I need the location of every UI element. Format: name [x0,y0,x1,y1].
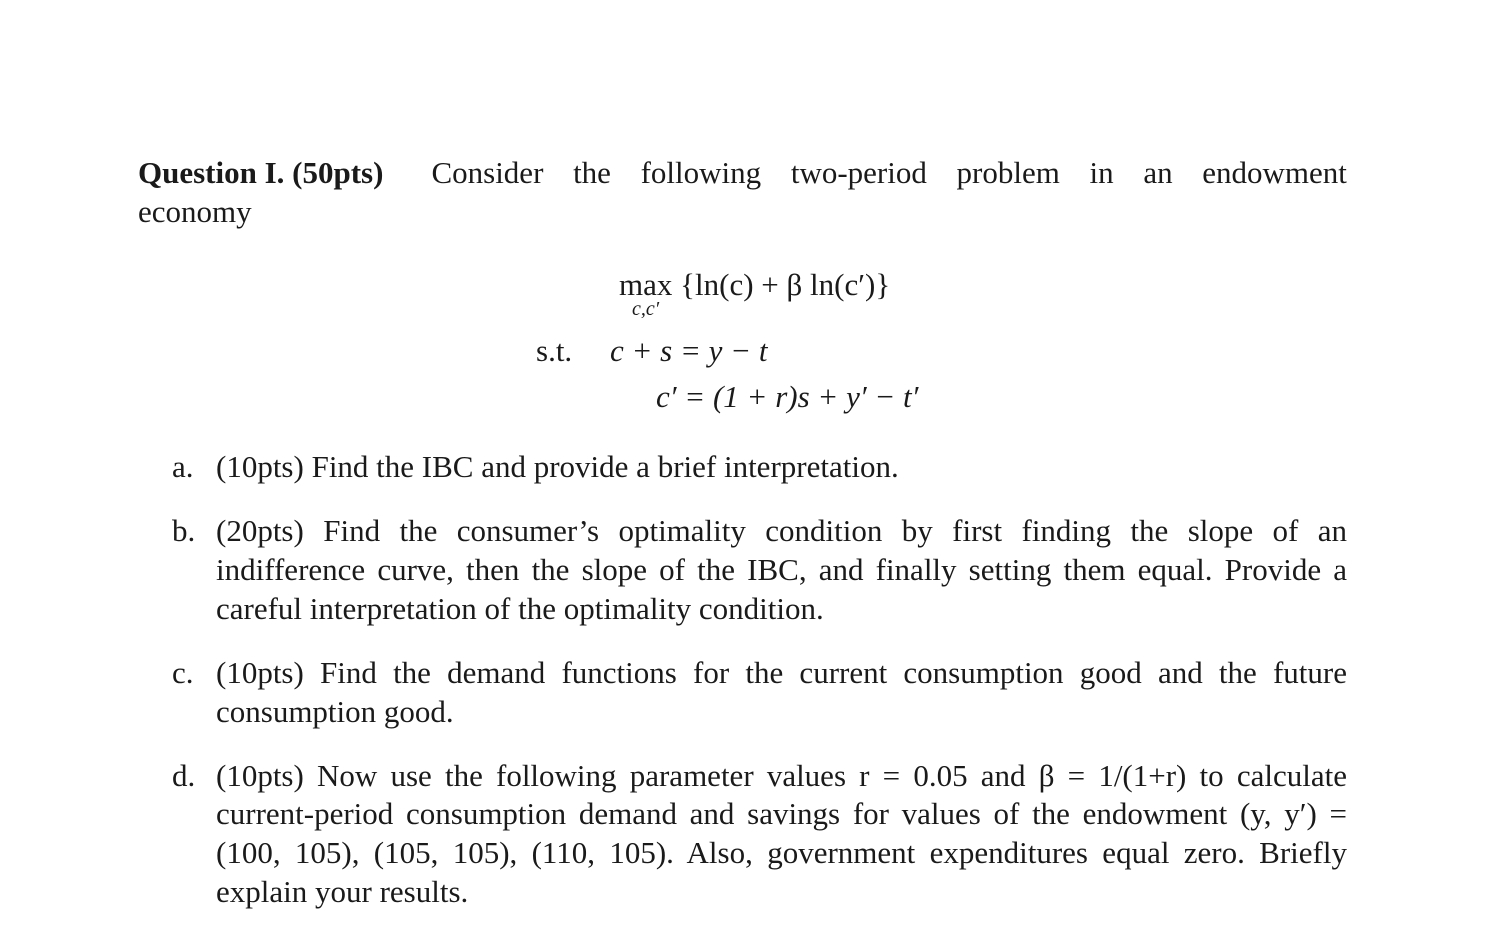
question-intro [431,154,1347,192]
list-item [172,448,1347,487]
intro-word: problem [956,155,1060,190]
intro-word: Consider [431,155,544,190]
question-items [172,448,1347,937]
item-text: (10pts) Find the demand functions for the current consumption good and the future consumption good. [216,654,1347,729]
intro-word: following [640,155,762,190]
intro-word: endowment [1202,155,1347,190]
question-intro-end: economy [138,194,252,229]
item-label: b. [172,513,196,549]
list-item [172,757,1347,912]
intro-word: an [1143,155,1173,190]
intro-word: in [1089,155,1114,190]
constraint-2: c′ = (1 + r)s + y′ − t′ [656,379,919,414]
question-heading [138,154,1347,192]
item-label: a. [172,449,194,484]
objective-function: max {ln(c) + β ln(c′)} [619,267,891,302]
item-text: (20pts) Find the consumer’s optimality condition by first finding the slope of an indifference curve, then the slope of the IBC, and finally setting them equal. Provide a careful interpretation of the optimality condition. [216,513,1347,626]
constraint-1: c + s = y − t [610,333,768,368]
intro-word: the [573,155,611,190]
objective-subscript: c,c′ [632,298,660,320]
intro-word: two-period [790,155,927,190]
item-label: d. [172,757,196,793]
list-item [172,654,1347,731]
item-text: (10pts) Find the IBC and provide a brief interpretation. [216,449,899,484]
item-text: (10pts) Now use the following parameter values r = 0.05 and β = 1/(1+r) to calculate current-period consumption demand and savings for values of the endowment (y, y′) = (100, 105), (105, 105), (110, 105). Also, government expenditures equal zero. Briefly explain your results. [216,757,1347,909]
st-label: s.t. [536,333,573,368]
question-title: Question I. (50pts) [138,155,384,190]
list-item [172,512,1347,628]
item-label: c. [172,654,194,690]
